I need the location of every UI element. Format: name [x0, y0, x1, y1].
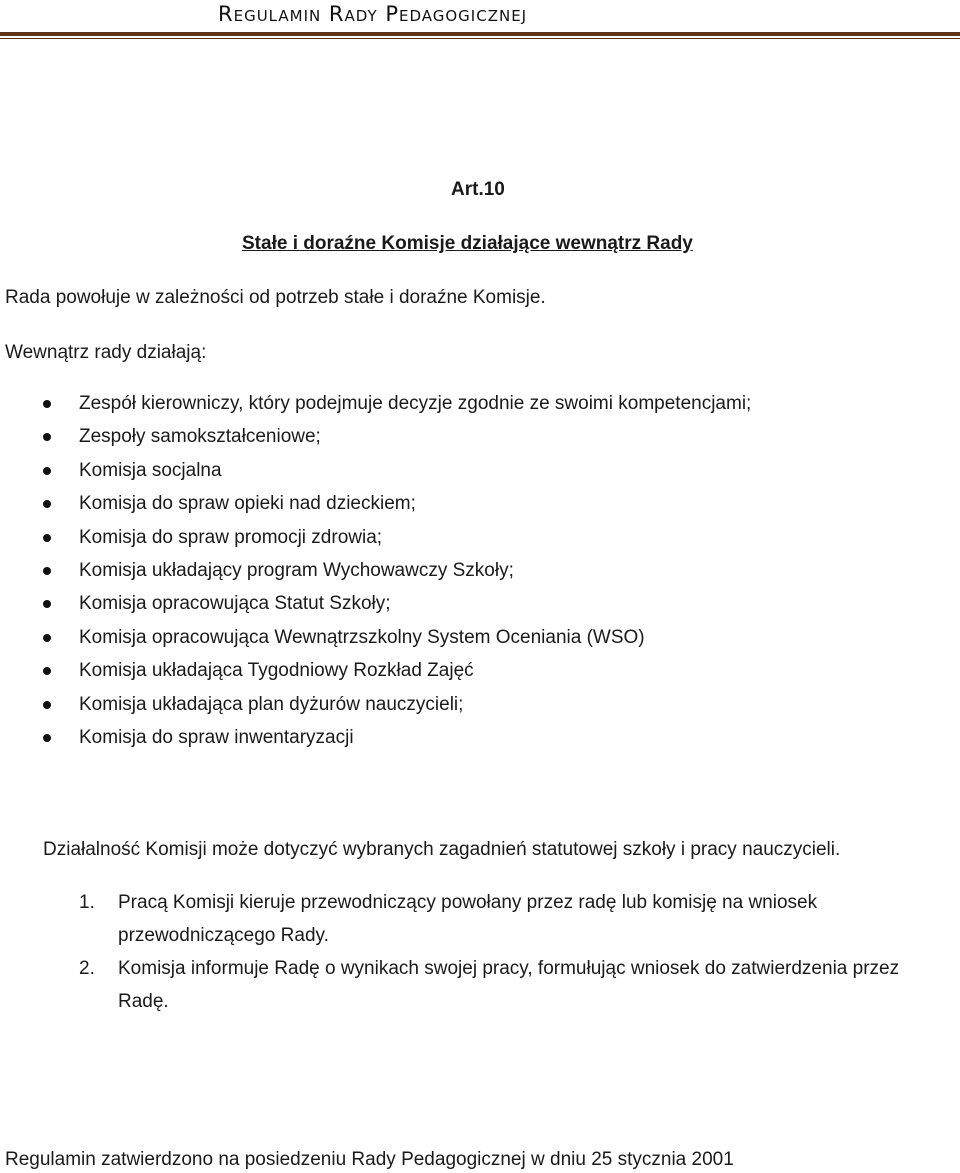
- list-item-label: Komisja opracowująca Statut Szkoły;: [79, 593, 391, 615]
- list-item-label: Komisja układająca plan dyżurów nauczycieli;: [79, 693, 464, 715]
- intro-paragraph: Rada powołuje w zależności od potrzeb stałe i doraźne Komisje.: [5, 287, 546, 308]
- activity-paragraph: Działalność Komisji może dotyczyć wybranych zagadnień statutowej szkoły i pracy nauczycieli.: [43, 839, 841, 860]
- list-item-label: Komisja do spraw inwentaryzacji: [79, 726, 354, 748]
- bullet-icon: [43, 433, 51, 441]
- list-item-label: Komisja socjalna: [79, 459, 222, 481]
- list-lead: Wewnątrz rady działają:: [5, 342, 207, 363]
- article-number: Art.10: [451, 179, 505, 200]
- list-item-label: Zespoły samokształceniowe;: [79, 426, 321, 448]
- header-rule-thin: [0, 38, 960, 39]
- header-title: Regulamin Rady Pedagogicznej: [218, 2, 528, 26]
- approval-note: Regulamin zatwierdzono na posiedzeniu Rady Pedagogicznej w dniu 25 stycznia 2001: [5, 1149, 734, 1170]
- article-title: Stałe i doraźne Komisje działające wewnątrz Rady: [242, 233, 693, 254]
- bullet-icon: [43, 734, 51, 742]
- list-item-label: Komisja układająca Tygodniowy Rozkład Zajęć: [79, 660, 474, 682]
- page-header: [0, 0, 960, 40]
- bullet-icon: [43, 701, 51, 709]
- bullet-icon: [43, 467, 51, 475]
- bullet-icon: [43, 534, 51, 542]
- item-number: 2.: [79, 958, 95, 979]
- bullet-icon: [43, 400, 51, 408]
- bullet-icon: [43, 600, 51, 608]
- list-item-label: Zespół kierowniczy, który podejmuje decyzje zgodnie ze swoimi kompetencjami;: [79, 393, 752, 414]
- bullet-icon: [43, 500, 51, 508]
- list-item-label: Komisja układający program Wychowawczy Szkoły;: [79, 559, 514, 581]
- bullet-icon: [43, 634, 51, 642]
- bullet-icon: [43, 567, 51, 575]
- item-text: Pracą Komisji kieruje przewodniczący powołany przez radę lub komisję na wniosek przewodniczącego Rady.: [118, 892, 818, 946]
- bullet-icon: [43, 667, 51, 675]
- item-text: Komisja informuje Radę o wynikach swojej pracy, formułując wniosek do zatwierdzenia przez Radę.: [118, 958, 900, 1012]
- header-rule: [0, 32, 960, 36]
- list-item-label: Komisja opracowująca Wewnątrzszkolny System Oceniania (WSO): [79, 626, 645, 648]
- list-item-label: Komisja do spraw opieki nad dzieckiem;: [79, 493, 416, 515]
- item-number: 1.: [79, 892, 95, 913]
- list-item-label: Komisja do spraw promocji zdrowia;: [79, 526, 383, 548]
